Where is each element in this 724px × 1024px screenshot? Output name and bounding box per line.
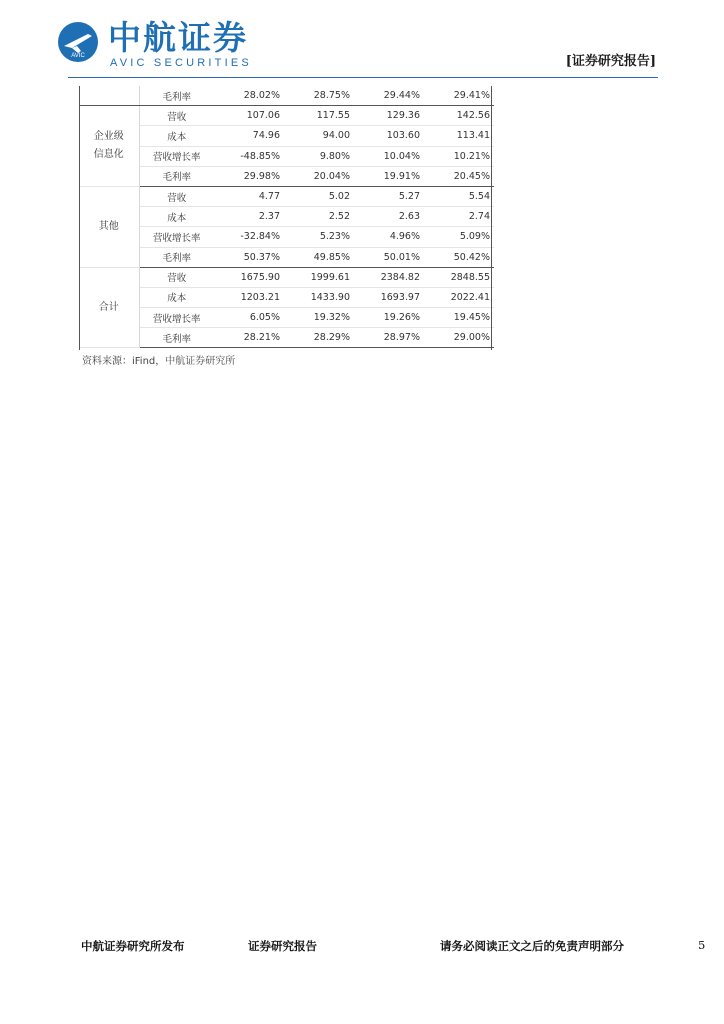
value-cell: 5.02 (284, 186, 354, 206)
table-row (79, 186, 494, 206)
table-row (79, 267, 494, 287)
value-cell: 50.42% (424, 247, 494, 267)
metric-cell: 营收 (139, 106, 214, 126)
value-cell: 1203.21 (214, 287, 284, 307)
footer-report-type: 证券研究报告 (248, 939, 317, 953)
logo-wordmark-en: AVIC SECURITIES (110, 57, 252, 69)
logo-wordmark-cn: 中航证券 (108, 18, 248, 57)
value-cell: 19.91% (354, 166, 424, 186)
value-cell: 5.54 (424, 186, 494, 206)
table-row (79, 287, 494, 307)
page-header (0, 0, 724, 80)
value-cell: 2.37 (214, 207, 284, 227)
table-row (79, 86, 494, 106)
metric-cell: 成本 (139, 126, 214, 146)
value-cell: 10.21% (424, 146, 494, 166)
metric-cell: 成本 (139, 287, 214, 307)
value-cell: 19.26% (354, 308, 424, 328)
avic-logo-icon (58, 22, 98, 62)
metric-cell: 营收 (139, 186, 214, 206)
value-cell: 50.37% (214, 247, 284, 267)
value-cell: 74.96 (214, 126, 284, 146)
table-source-note: 资料来源：iFind，中航证券研究所 (82, 356, 236, 367)
value-cell: 1999.61 (284, 267, 354, 287)
value-cell: 20.45% (424, 166, 494, 186)
value-cell: 29.00% (424, 328, 494, 348)
value-cell: 94.00 (284, 126, 354, 146)
value-cell: 1433.90 (284, 287, 354, 307)
value-cell: 29.41% (424, 86, 494, 106)
value-cell: 107.06 (214, 106, 284, 126)
table-row (79, 106, 494, 126)
value-cell: 4.77 (214, 186, 284, 206)
value-cell: 2848.55 (424, 267, 494, 287)
page-number: 5 (698, 938, 706, 952)
value-cell: 29.44% (354, 86, 424, 106)
metric-cell: 成本 (139, 207, 214, 227)
value-cell: 2.74 (424, 207, 494, 227)
table-row (79, 207, 494, 227)
group-label: 企业级 信息化 (93, 131, 124, 161)
value-cell: -48.85% (214, 146, 284, 166)
metric-cell: 营收增长率 (139, 227, 214, 247)
financial-forecast-table (79, 86, 494, 348)
value-cell: 4.96% (354, 227, 424, 247)
value-cell: 28.21% (214, 328, 284, 348)
value-cell: 28.29% (284, 328, 354, 348)
metric-cell: 毛利率 (139, 86, 214, 106)
value-cell: 28.97% (354, 328, 424, 348)
group-cell-other: 其他 (79, 186, 139, 267)
table-row (79, 166, 494, 186)
value-cell: 19.45% (424, 308, 494, 328)
value-cell: 5.27 (354, 186, 424, 206)
value-cell: 1693.97 (354, 287, 424, 307)
report-type-tag: [证券研究报告] (565, 54, 656, 69)
metric-cell: 营收 (139, 267, 214, 287)
metric-cell: 毛利率 (139, 328, 214, 348)
value-cell: 129.36 (354, 106, 424, 126)
value-cell: 5.09% (424, 227, 494, 247)
table-row (79, 308, 494, 328)
value-cell: 49.85% (284, 247, 354, 267)
value-cell: -32.84% (214, 227, 284, 247)
value-cell: 19.32% (284, 308, 354, 328)
value-cell: 2.63 (354, 207, 424, 227)
table-row (79, 146, 494, 166)
value-cell: 28.02% (214, 86, 284, 106)
footer-publisher: 中航证券研究所发布 (81, 939, 185, 953)
table-row (79, 328, 494, 348)
metric-cell: 营收增长率 (139, 308, 214, 328)
value-cell: 2384.82 (354, 267, 424, 287)
value-cell: 113.41 (424, 126, 494, 146)
table-row (79, 126, 494, 146)
group-cell-enterprise (79, 106, 139, 187)
value-cell: 142.56 (424, 106, 494, 126)
header-divider (68, 77, 658, 78)
group-cell-total: 合计 (79, 267, 139, 348)
value-cell: 2.52 (284, 207, 354, 227)
table-row (79, 247, 494, 267)
metric-cell: 营收增长率 (139, 146, 214, 166)
group-cell (79, 86, 139, 106)
value-cell: 50.01% (354, 247, 424, 267)
value-cell: 117.55 (284, 106, 354, 126)
value-cell: 20.04% (284, 166, 354, 186)
metric-cell: 毛利率 (139, 166, 214, 186)
logo-mark-text: AVIC (71, 53, 85, 59)
footer-disclaimer: 请务必阅读正文之后的免责声明部分 (440, 939, 624, 953)
value-cell: 103.60 (354, 126, 424, 146)
value-cell: 29.98% (214, 166, 284, 186)
value-cell: 10.04% (354, 146, 424, 166)
value-cell: 2022.41 (424, 287, 494, 307)
table-row (79, 227, 494, 247)
value-cell: 5.23% (284, 227, 354, 247)
value-cell: 9.80% (284, 146, 354, 166)
value-cell: 6.05% (214, 308, 284, 328)
page-footer (0, 938, 724, 958)
value-cell: 1675.90 (214, 267, 284, 287)
value-cell: 28.75% (284, 86, 354, 106)
metric-cell: 毛利率 (139, 247, 214, 267)
